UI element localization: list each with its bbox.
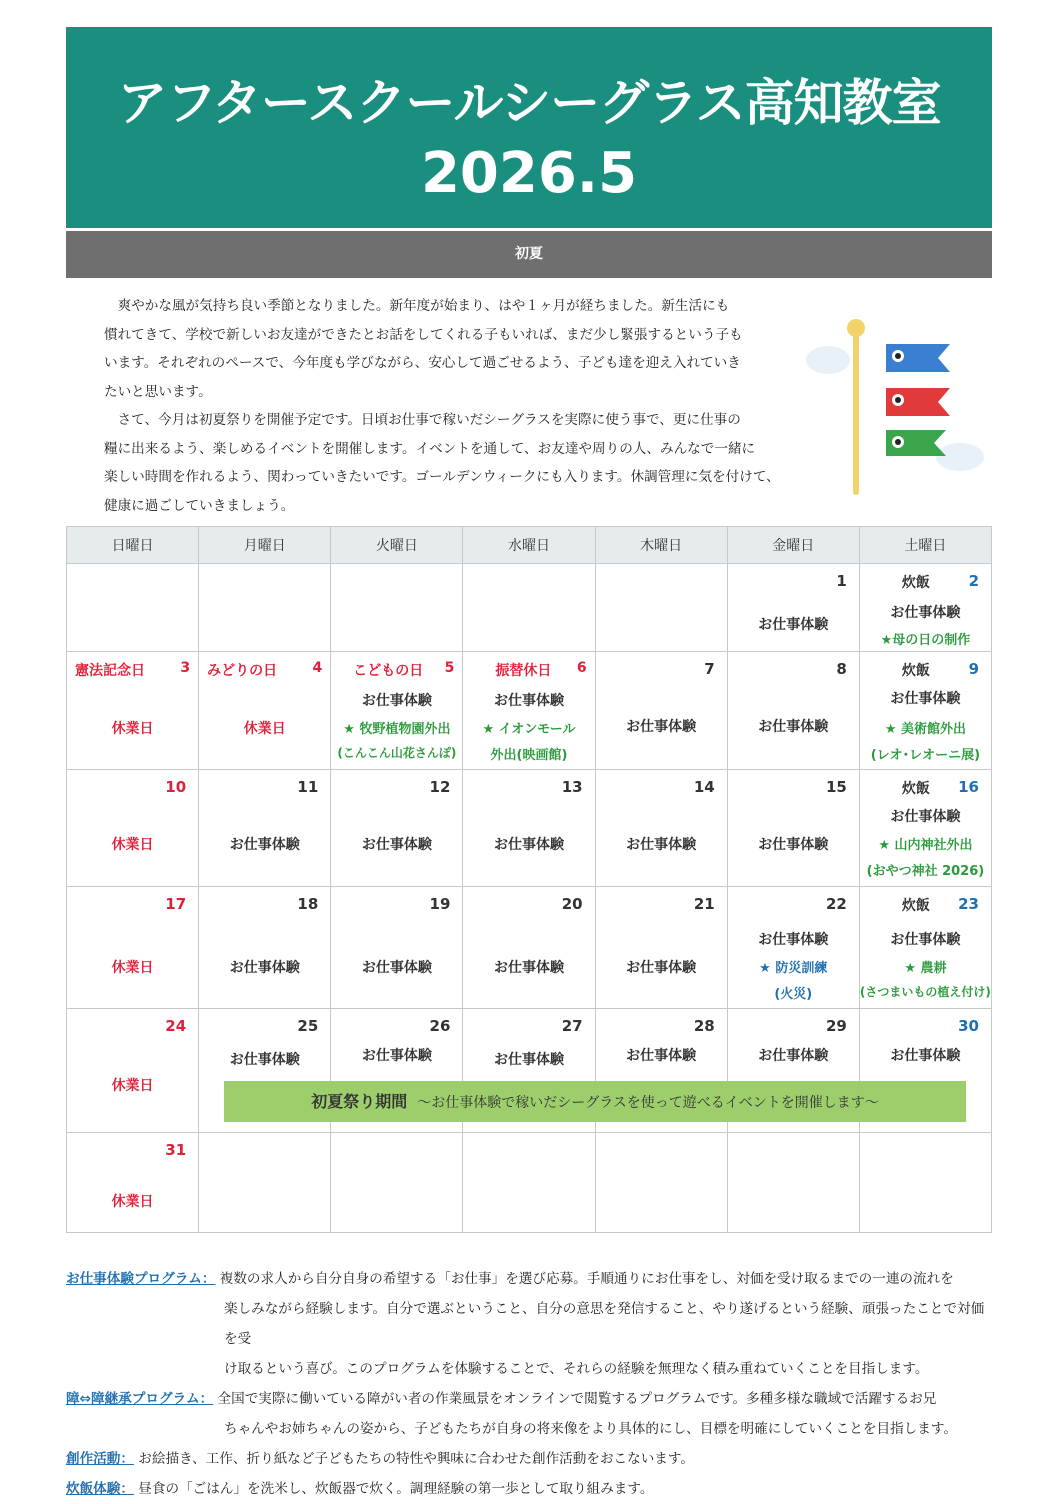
rice-label: 炊飯 [901,898,930,914]
work-label: お仕事体験 [493,1052,564,1068]
day-cell-13 [463,770,595,887]
season-bar: 初夏 [66,231,992,278]
day-cell-17 [67,887,199,1009]
work-label: お仕事体験 [626,719,697,735]
day-cell-empty [595,1133,727,1233]
event-label: ★ イオンモール [482,722,576,737]
work-label: お仕事体験 [758,617,829,633]
day-cell-empty [199,564,331,652]
rice-label: 炊飯 [901,663,930,679]
title-banner [66,27,992,228]
day-cell-14 [595,770,727,887]
star-icon: ★ [343,722,355,737]
day-number: 9 [968,660,979,678]
work-label: お仕事体験 [758,1048,829,1064]
rice-label: 炊飯 [901,575,930,591]
day-number: 18 [297,895,319,913]
intro-line: 糧に出来るよう、楽しめるイベントを開催します。イベントを通して、お友達や周りの人、みんなで一緒に [104,440,756,457]
work-label: お仕事体験 [890,691,961,707]
work-label: お仕事体験 [361,960,432,976]
intro-line: 健康に過ごしていきましょう。 [104,497,295,514]
holiday-label: 振替休日 6 [495,660,587,679]
note-creative: 創作活動： お絵描き、工作、折り紙など子どもたちの特性や興味に合わせた創作活動をおこないます。 [66,1451,695,1467]
day-number: 28 [693,1017,715,1035]
note-work-program: お仕事体験プログラム： 複数の求人から自分自身の希望する「お仕事」を選び応募。手順通りにお仕事をし、対価を受け取るまでの一連の流れを 楽しみながら経験します。自分で選ぶということ、自分の意思を発信すること、やり遂げるという経験、頑張ったことで対価を受 け取るという喜び。このプログラムを体験することで、それらの経験を無理なく積み重ねていくことを目指します。 [66,1264,996,1384]
day-number: 8 [836,660,847,678]
week-row [67,652,992,770]
note-label: 障⇔障継承プログラム [66,1391,200,1407]
day-cell-10 [67,770,199,887]
weekday-thu: 木曜日 [595,527,727,564]
work-label: お仕事体験 [758,837,829,853]
star-icon: ★ [482,722,495,737]
day-cell-empty [199,1133,331,1233]
day-number: 10 [165,778,187,796]
day-number: 13 [561,778,583,796]
day-number: 25 [297,1017,319,1035]
day-cell-21 [595,887,727,1009]
koinobori-illustration [800,312,990,502]
day-cell-23 [859,887,991,1009]
event-label: ★ 防災訓練 [759,961,828,976]
day-number: 14 [693,778,715,796]
day-number: 17 [165,895,187,913]
note-line: 全国で実際に働いている障がい者の作業風景をオンラインで閲覧するプログラムです。多種多様な職域で活躍するお兄 [217,1391,937,1407]
day-number: 23 [958,895,979,913]
day-cell-empty [67,564,199,652]
page-date: 2026.5 [420,141,638,206]
intro-line: います。それぞれのペースで、今年度も学びながら、安心して過ごせるよう、子ども達を迎え入れていき [104,355,741,371]
calendar-table [66,526,992,1233]
work-label: お仕事体験 [229,960,300,976]
note-succession-program: 障⇔障継承プログラム： 全国で実際に働いている障がい者の作業風景をオンラインで閲覧するプログラムです。多種多様な職域で活躍するお兄 ちゃんやお姉ちゃんの姿から、子どもたちが自身の将来像をより具体的にし、目標を明確にしていくことを目指します。 [66,1384,996,1444]
work-label: お仕事体験 [626,1048,697,1064]
weekday-mon: 月曜日 [199,527,331,564]
day-cell-empty [727,1133,859,1233]
day-cell-15 [727,770,859,887]
work-label: お仕事体験 [758,932,829,948]
day-cell-11 [199,770,331,887]
rice-label: 炊飯 [901,781,930,797]
event-label: ★母の日の制作 [880,633,971,648]
day-number: 26 [429,1017,451,1035]
note-cooking: 炊飯体験： 昼食の「ごはん」を洗米し、炊飯器で炊く。調理経験の第一歩として取り組みます。 [66,1481,654,1497]
weekday-tue: 火曜日 [331,527,463,564]
work-label: お仕事体験 [890,809,961,825]
program-notes [66,1264,996,1504]
day-number: 11 [297,778,319,796]
holiday-label: みどりの日 4 [207,660,323,679]
intro-line: 爽やかな風が気持ち良い季節となりました。新年度が始まり、はや１ヶ月が経ちました。新生活にも [104,298,730,314]
star-icon: ★ [759,961,771,976]
star-icon: ★ [884,722,897,737]
event-sub-label: (レオ･レオーニ展) [870,748,981,763]
day-number: 20 [561,895,583,913]
closed-label: 休業日 [111,1194,154,1210]
note-line: 楽しみながら経験します。自分で選ぶということ、自分の意思を発信すること、やり遂げるという経験、頑張ったことで対価を受 [224,1301,985,1347]
day-number: 7 [704,660,715,678]
closed-label: 休業日 [243,721,286,737]
star-icon: ★ [880,633,893,648]
day-number: 27 [561,1017,583,1035]
day-number: 30 [958,1017,979,1035]
day-cell-12 [331,770,463,887]
day-cell-22 [727,887,859,1009]
day-cell-empty [463,564,595,652]
day-number: 19 [429,895,451,913]
work-label: お仕事体験 [626,837,697,853]
day-cell-empty [859,1133,991,1233]
day-cell-9 [859,652,991,770]
day-number: 15 [825,778,847,796]
note-label: 炊飯体験 [66,1481,121,1497]
event-label: ★ 牧野植物園外出 [343,722,451,737]
day-number: 21 [693,895,715,913]
week-row [67,770,992,887]
closed-label: 休業日 [111,960,154,976]
event-label: ★ 山内神社外出 [878,838,973,853]
day-number: 22 [825,895,847,913]
intro-line: さて、今月は初夏祭りを開催予定です。日頃お仕事で稼いだシーグラスを実際に使う事で、更に仕事の [104,412,741,428]
work-label: お仕事体験 [493,693,564,709]
work-label: お仕事体験 [229,837,300,853]
intro-text [104,292,804,520]
day-cell-4 [199,652,331,770]
work-label: お仕事体験 [626,960,697,976]
day-cell-7 [595,652,727,770]
holiday-label: こどもの日 5 [353,660,455,679]
weekday-fri: 金曜日 [727,527,859,564]
work-label: お仕事体験 [361,693,432,709]
day-cell-6 [463,652,595,770]
day-number: 12 [429,778,451,796]
day-cell-empty [595,564,727,652]
work-label: お仕事体験 [758,719,829,735]
event-sub-label: (おやつ神社 2026) [866,864,985,879]
day-number: 16 [958,778,979,796]
note-line: お絵描き、工作、折り紙など子どもたちの特性や興味に合わせた創作活動をおこないます。 [138,1451,695,1467]
closed-label: 休業日 [111,837,154,853]
day-cell-18 [199,887,331,1009]
festival-title: 初夏祭り期間 [311,1092,408,1111]
day-cell-empty [463,1133,595,1233]
holiday-label: 憲法記念日 3 [75,660,191,679]
work-label: お仕事体験 [493,960,564,976]
day-number: 2 [968,572,979,590]
day-cell-8 [727,652,859,770]
day-cell-empty [331,564,463,652]
day-cell-24 [67,1009,199,1133]
day-cell-31 [67,1133,199,1233]
star-icon: ★ [904,961,916,976]
week-row [67,564,992,652]
event-sub-label: 外出(映画館) [490,748,568,763]
work-label: お仕事体験 [229,1052,300,1068]
festival-text: ～お仕事体験で稼いだシーグラスを使って遊べるイベントを開催します～ [417,1095,879,1111]
festival-banner [224,1081,966,1122]
day-cell-16 [859,770,991,887]
weekday-wed: 水曜日 [463,527,595,564]
closed-label: 休業日 [111,721,154,737]
event-sub-label: (こんこん山花さんぽ) [337,746,457,760]
intro-line: 慣れてきて、学校で新しいお友達ができたとお話をしてくれる子もいれば、まだ少し緊張するという子も [104,326,743,343]
intro-line: たいと思います。 [104,383,212,400]
day-cell-19 [331,887,463,1009]
weekday-sun: 日曜日 [67,527,199,564]
event-sub-label: (さつまいもの植え付け) [859,985,991,999]
work-label: お仕事体験 [890,1048,961,1064]
work-label: お仕事体験 [890,605,961,621]
note-line: 複数の求人から自分自身の希望する「お仕事」を選び応募。手順通りにお仕事をし、対価を受け取るまでの一連の流れを [219,1271,954,1287]
day-cell-1 [727,564,859,652]
note-label: お仕事体験プログラム [66,1271,202,1287]
work-label: お仕事体験 [361,1048,432,1064]
day-number: 29 [825,1017,847,1035]
work-label: お仕事体験 [493,837,564,853]
week-row [67,1133,992,1233]
weekday-header-row [67,527,992,564]
day-cell-5 [331,652,463,770]
page-title: アフタースクールシーグラス高知教室 [117,74,941,132]
note-line: 昼食の「ごはん」を洗米し、炊飯器で炊く。調理経験の第一歩として取り組みます。 [138,1481,654,1497]
event-label: ★ 美術館外出 [884,722,967,737]
note-line: ちゃんやお姉ちゃんの姿から、子どもたちが自身の将来像をより具体的にし、目標を明確にしていくことを目指します。 [224,1421,957,1437]
day-cell-20 [463,887,595,1009]
day-number: 1 [836,572,847,590]
day-cell-empty [331,1133,463,1233]
event-sub-label: (火災) [774,987,813,1002]
day-number: 24 [165,1017,187,1035]
week-row [67,887,992,1009]
note-label: 創作活動 [66,1451,121,1467]
day-cell-3 [67,652,199,770]
event-label: ★ 農耕 [904,961,947,976]
weekday-sat: 土曜日 [859,527,991,564]
day-number: 31 [165,1141,187,1159]
work-label: お仕事体験 [890,932,961,948]
star-icon: ★ [878,838,890,853]
closed-label: 休業日 [111,1078,154,1094]
intro-line: 楽しい時間を作れるよう、関わっていきたいです。ゴールデンウィークにも入ります。休調管理に気を付けて、 [104,469,780,485]
note-line: け取るという喜び。このプログラムを体験することで、それらの経験を無理なく積み重ねていくことを目指します。 [224,1361,929,1377]
work-label: お仕事体験 [361,837,432,853]
day-cell-2 [859,564,991,652]
